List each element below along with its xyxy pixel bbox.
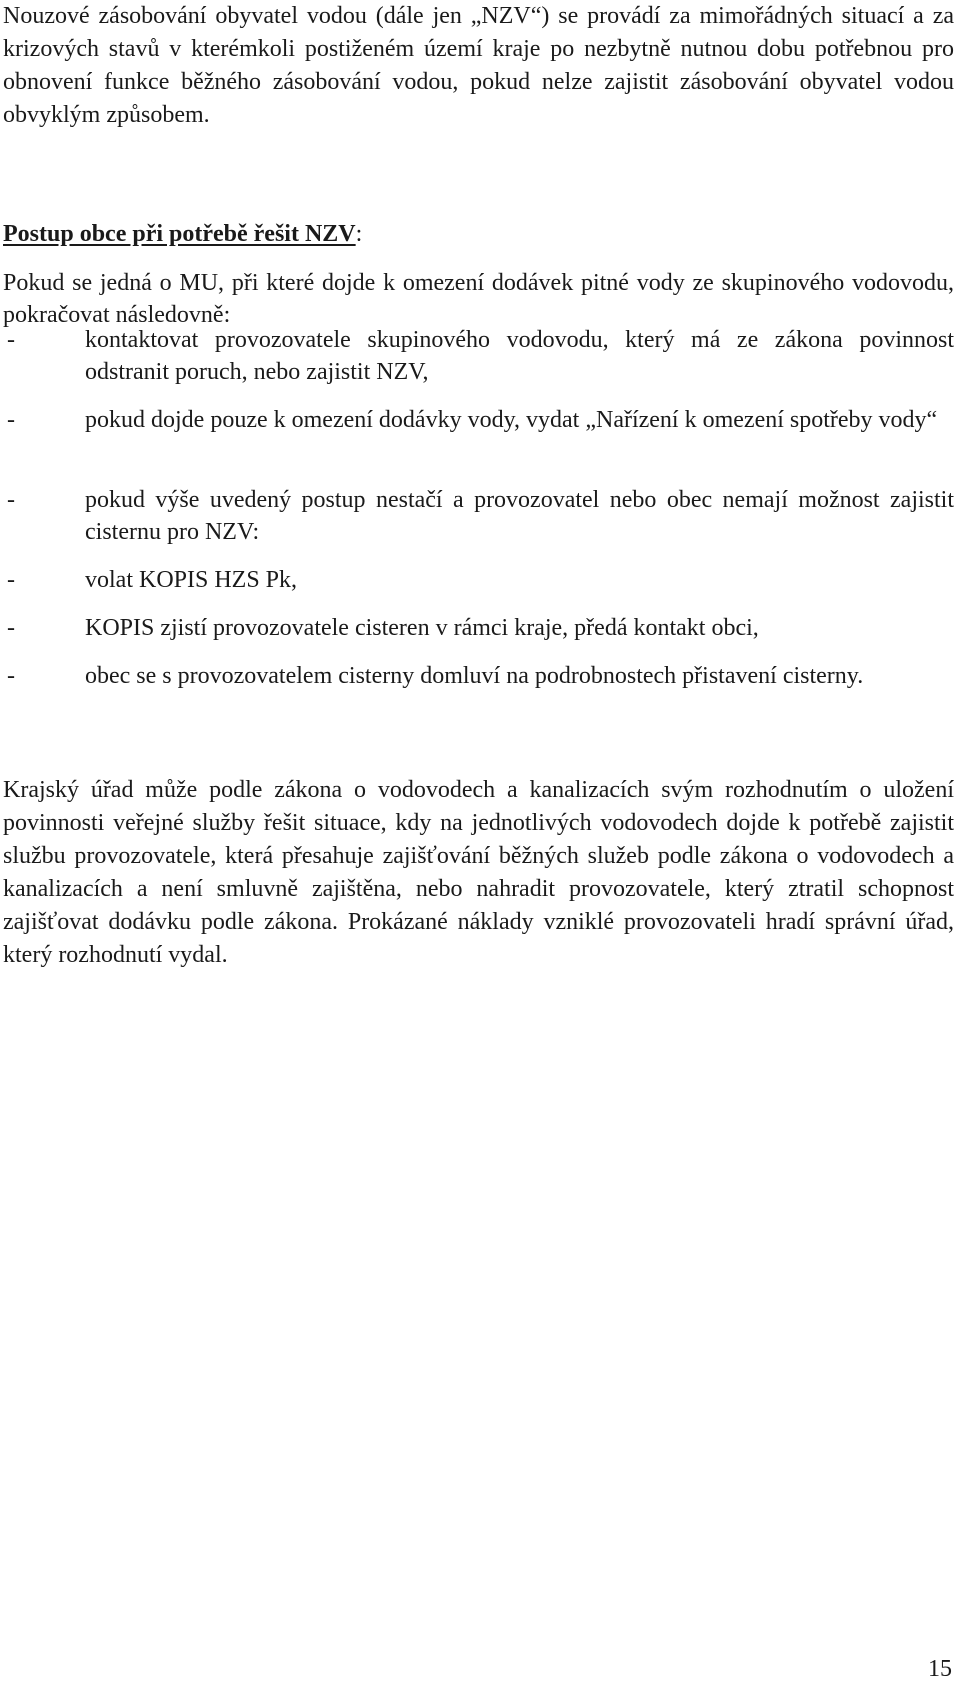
closing-paragraph: Krajský úřad může podle zákona o vodovodech a kanalizacích svým rozhodnutím o uložení povinnosti veřejné služby řešit situace, kdy na jednotlivých vodovodech dojde k potřebě zajistit službu provozovatele, která přesahuje zajišťování běžných služeb podle zákona o vodovodech a kanalizacích a není smluvně zajištěna, nebo nahradit provozovatele, který ztratil schopnost zajišťovat dodávku podle zákona. Prokázané náklady vzniklé provozovateli hradí správní úřad, který rozhodnutí vydal. [3,777,954,968]
list-item-text: pokud výše uvedený postup nestačí a provozovatel nebo obec nemají možnost zajistit cisternu pro NZV: [85,487,954,545]
section-heading-colon: : [355,221,363,247]
list-item-text: obec se s provozovatelem cisterny domluví na podrobnostech přistavení cisterny. [85,663,864,689]
list-dash: - [7,327,15,353]
list-dash: - [7,615,15,641]
list-dash: - [7,663,15,689]
lead-paragraph: Pokud se jedná o MU, při které dojde k omezení dodávek pitné vody ze skupinového vodovodu, pokračovat následovně: [3,270,954,328]
list-dash: - [7,407,15,433]
list-item-text: kontaktovat provozovatele skupinového vodovodu, který má ze zákona povinnost odstranit poruch, nebo zajistit NZV, [85,327,954,385]
list-item-text: KOPIS zjistí provozovatele cisteren v rámci kraje, předá kontakt obci, [85,615,759,641]
section-heading-text: Postup obce při potřebě řešit NZV [3,221,356,247]
intro-paragraph: Nouzové zásobování obyvatel vodou (dále jen „NZV“) se provádí za mimořádných situací a za krizových stavů v kterémkoli postiženém území kraje po nezbytně nutnou dobu potřebnou pro obnovení funkce běžného zásobování vodou, pokud nelze zajistit zásobování obyvatel vodou obvyklým způsobem. [3,3,954,128]
list-dash: - [7,567,15,593]
page-number: 15 [928,1656,952,1682]
list-item-text: volat KOPIS HZS Pk, [85,567,298,593]
list-item-text: pokud dojde pouze k omezení dodávky vody, vydat „Nařízení k omezení spotřeby vody“ [85,407,938,433]
list-dash: - [7,487,15,513]
section-heading [3,218,362,250]
